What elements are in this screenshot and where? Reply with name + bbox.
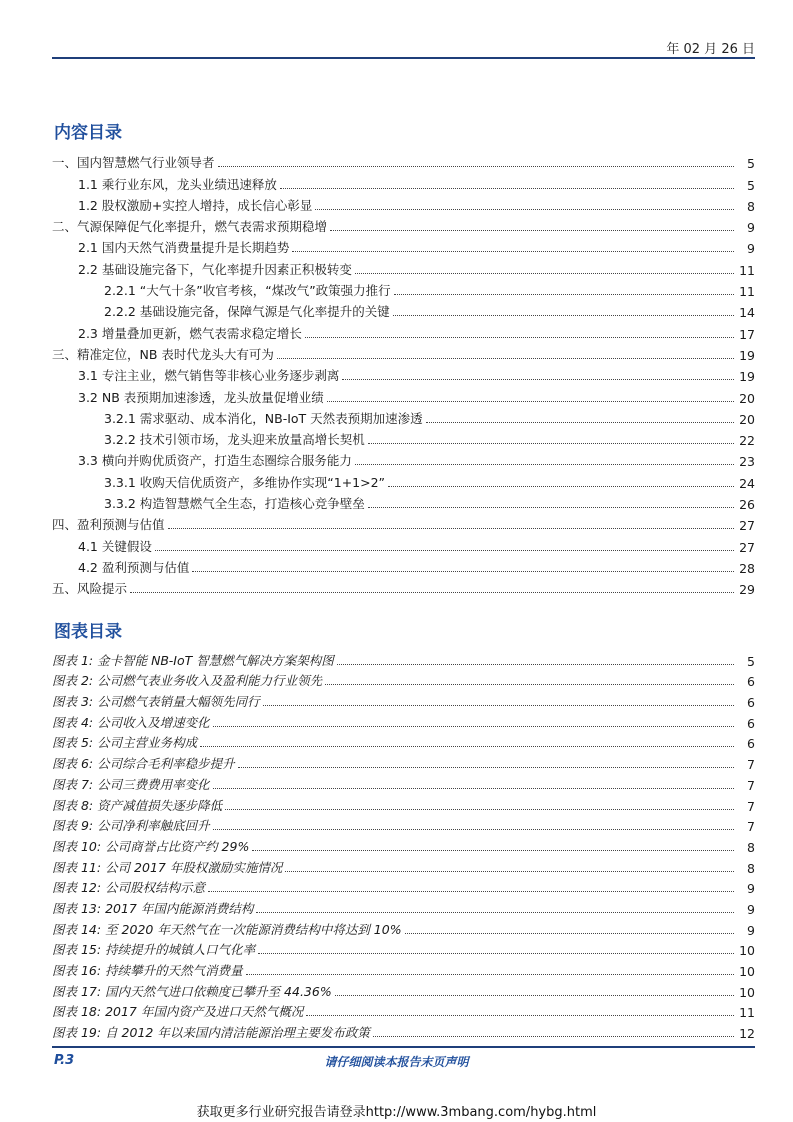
dot-leader bbox=[394, 294, 734, 295]
toc-entry-page: 27 bbox=[739, 539, 755, 555]
figure-entry-label: 图表 6: 公司综合毛利率稳步提升 bbox=[52, 756, 235, 772]
figure-entry-page: 9 bbox=[747, 881, 755, 897]
toc-entry-label: 1.2 股权激励+实控人增持，成长信心彰显 bbox=[78, 197, 313, 213]
toc-entry-label: 2.2.1 “大气十条”收官考核，“煤改气”政策强力推行 bbox=[104, 283, 391, 299]
toc-entry[interactable] bbox=[52, 448, 755, 469]
toc-entry-label: 4.1 关键假设 bbox=[78, 538, 152, 554]
toc-entry-page: 5 bbox=[747, 156, 755, 172]
figure-entry-page: 7 bbox=[747, 757, 755, 773]
figure-entry[interactable] bbox=[52, 855, 755, 876]
dot-leader bbox=[327, 401, 734, 402]
figure-entry-page: 5 bbox=[747, 653, 755, 669]
dot-leader bbox=[246, 974, 734, 975]
dot-leader bbox=[192, 571, 734, 572]
toc-entry-label: 3.2.1 需求驱动、成本消化，NB-IoT 天然表预期加速渗透 bbox=[104, 410, 423, 426]
figure-entry-label: 图表 17: 国内天然气进口依赖度已攀升至 44.36% bbox=[52, 983, 332, 999]
toc-entry[interactable] bbox=[52, 256, 755, 277]
dot-leader bbox=[200, 746, 734, 747]
figure-entry-page: 10 bbox=[739, 984, 755, 1000]
dot-leader bbox=[280, 188, 734, 189]
dot-leader bbox=[393, 315, 734, 316]
dot-leader bbox=[335, 995, 734, 996]
toc-entry-page: 5 bbox=[747, 177, 755, 193]
figure-entry-label: 图表 2: 公司燃气表业务收入及盈利能力行业领先 bbox=[52, 673, 323, 689]
toc-entry-label: 3.2.2 技术引领市场，龙头迎来放量高增长契机 bbox=[104, 432, 365, 448]
figure-entry-label: 图表 1: 金卡智能 NB-IoT 智慧燃气解决方案架构图 bbox=[52, 652, 334, 668]
toc-entry-label: 4.2 盈利预测与估值 bbox=[78, 559, 190, 575]
figure-entry-label: 图表 12: 公司股权结构示意 bbox=[52, 880, 206, 896]
figure-entry-page: 6 bbox=[747, 715, 755, 731]
header-date: 年 02 月 26 日 bbox=[666, 42, 755, 57]
toc-entry[interactable] bbox=[52, 278, 755, 299]
toc-entry-page: 28 bbox=[739, 560, 755, 576]
dot-leader bbox=[258, 953, 734, 954]
dot-leader bbox=[213, 726, 734, 727]
toc-entry-page: 17 bbox=[739, 326, 755, 342]
dot-leader bbox=[405, 933, 734, 934]
toc-entry-label: 2.2.2 基础设施完备，保障气源是气化率提升的关键 bbox=[104, 304, 390, 320]
dot-leader bbox=[325, 684, 734, 685]
toc-entry[interactable] bbox=[52, 406, 755, 427]
figure-entry[interactable] bbox=[52, 896, 755, 917]
toc-entry-page: 23 bbox=[739, 454, 755, 470]
figure-entry[interactable] bbox=[52, 958, 755, 979]
dot-leader bbox=[330, 230, 734, 231]
figure-entry-label: 图表 14: 至 2020 年天然气在一次能源消费结构中将达到 10% bbox=[52, 921, 402, 937]
footer-rule bbox=[52, 1046, 755, 1048]
dot-leader bbox=[263, 705, 734, 706]
toc-entry-page: 19 bbox=[739, 347, 755, 363]
toc-entry-page: 19 bbox=[739, 369, 755, 385]
figure-entry-label: 图表 5: 公司主营业务构成 bbox=[52, 735, 198, 751]
dot-leader bbox=[292, 251, 734, 252]
toc-entry[interactable] bbox=[52, 555, 755, 576]
toc-entry-label: 3.3.2 构造智慧燃气全生态，打造核心竞争壁垒 bbox=[104, 496, 365, 512]
toc-entry[interactable] bbox=[52, 576, 755, 597]
toc-entry-label: 三、精准定位，NB 表时代龙头大有可为 bbox=[52, 346, 274, 362]
figure-entry-page: 8 bbox=[747, 839, 755, 855]
toc-entry-label: 2.3 增量叠加更新，燃气表需求稳定增长 bbox=[78, 325, 302, 341]
toc-entry-page: 9 bbox=[747, 220, 755, 236]
toc-entry-label: 3.3.1 收购天信优质资产，多维协作实现“1+1>2” bbox=[104, 474, 386, 490]
figure-entry[interactable] bbox=[52, 938, 755, 959]
figure-entry-page: 9 bbox=[747, 901, 755, 917]
dot-leader bbox=[213, 829, 734, 830]
toc-entry-label: 1.1 乘行业东风，龙头业绩迅速释放 bbox=[78, 176, 277, 192]
figure-entry[interactable] bbox=[52, 772, 755, 793]
toc-entry-page: 14 bbox=[739, 305, 755, 321]
figure-entry-label: 图表 8: 资产减值损失逐步降低 bbox=[52, 797, 223, 813]
footer-page-number: P.3 bbox=[54, 1053, 75, 1068]
figure-entry[interactable] bbox=[52, 1000, 755, 1021]
figure-entry[interactable] bbox=[52, 979, 755, 1000]
dot-leader bbox=[306, 1015, 734, 1016]
toc-entry-page: 9 bbox=[747, 241, 755, 257]
figure-entry-page: 6 bbox=[747, 674, 755, 690]
figure-entry-label: 图表 9: 公司净利率触底回升 bbox=[52, 818, 210, 834]
toc-entry[interactable] bbox=[52, 342, 755, 363]
figure-entry[interactable] bbox=[52, 751, 755, 772]
dot-leader bbox=[168, 528, 734, 529]
dot-leader bbox=[337, 664, 734, 665]
toc-entry-label: 二、气源保障促气化率提升，燃气表需求预期稳增 bbox=[52, 219, 328, 235]
toc-entry[interactable] bbox=[52, 427, 755, 448]
figure-entry[interactable] bbox=[52, 1020, 755, 1041]
figure-entry[interactable] bbox=[52, 689, 755, 710]
dot-leader bbox=[155, 550, 734, 551]
figure-entry-page: 6 bbox=[747, 736, 755, 752]
toc-entry[interactable] bbox=[52, 320, 755, 341]
toc-entry[interactable] bbox=[52, 533, 755, 554]
figure-entry-page: 12 bbox=[739, 1026, 755, 1042]
dot-leader bbox=[208, 891, 734, 892]
toc-entry-label: 2.1 国内天然气消费量提升是长期趋势 bbox=[78, 240, 290, 256]
figure-entry[interactable] bbox=[52, 834, 755, 855]
toc-entry-label: 五、风险提示 bbox=[52, 581, 128, 597]
figure-entry-label: 图表 3: 公司燃气表销量大幅领先同行 bbox=[52, 694, 260, 710]
figure-entry[interactable] bbox=[52, 731, 755, 752]
dot-leader bbox=[225, 809, 734, 810]
dot-leader bbox=[218, 166, 734, 167]
toc-entry-label: 2.2 基础设施完备下，气化率提升因素正积极转变 bbox=[78, 261, 352, 277]
figure-entry-label: 图表 11: 公司 2017 年股权激励实施情况 bbox=[52, 859, 283, 875]
toc-entry-label: 3.3 横向并购优质资产，打造生态圈综合服务能力 bbox=[78, 453, 352, 469]
footer-watermark: 获取更多行业研究报告请登录http://www.3mbang.com/hybg.html bbox=[196, 1105, 597, 1120]
toc-entry-page: 29 bbox=[739, 582, 755, 598]
toc-entry[interactable] bbox=[52, 171, 755, 192]
figures-title: 图表目录 bbox=[54, 622, 122, 642]
dot-leader bbox=[130, 592, 734, 593]
figure-entry[interactable] bbox=[52, 710, 755, 731]
dot-leader bbox=[426, 422, 734, 423]
table-of-contents bbox=[52, 150, 755, 597]
dot-leader bbox=[368, 443, 734, 444]
dot-leader bbox=[342, 379, 734, 380]
dot-leader bbox=[315, 209, 734, 210]
toc-entry-page: 22 bbox=[739, 433, 755, 449]
toc-entry-page: 26 bbox=[739, 497, 755, 513]
toc-entry-page: 8 bbox=[747, 198, 755, 214]
toc-title: 内容目录 bbox=[54, 123, 122, 143]
figure-entry[interactable] bbox=[52, 917, 755, 938]
toc-entry[interactable] bbox=[52, 150, 755, 171]
footer-disclaimer: 请仔细阅读本报告末页声明 bbox=[324, 1055, 469, 1069]
figure-entry-label: 图表 19: 自 2012 年以来国内清洁能源治理主要发布政策 bbox=[52, 1025, 370, 1041]
dot-leader bbox=[277, 358, 734, 359]
toc-entry[interactable] bbox=[52, 235, 755, 256]
figure-entry-page: 11 bbox=[739, 1005, 755, 1021]
toc-entry-page: 11 bbox=[739, 262, 755, 278]
figure-entry-page: 7 bbox=[747, 777, 755, 793]
dot-leader bbox=[388, 486, 734, 487]
dot-leader bbox=[373, 1036, 734, 1037]
figure-entry-label: 图表 13: 2017 年国内能源消费结构 bbox=[52, 900, 254, 916]
toc-entry[interactable] bbox=[52, 299, 755, 320]
figure-entry-label: 图表 4: 公司收入及增速变化 bbox=[52, 714, 210, 730]
figure-entry-page: 9 bbox=[747, 922, 755, 938]
figure-list bbox=[52, 648, 755, 1041]
figure-entry-page: 10 bbox=[739, 964, 755, 979]
toc-entry-label: 3.2 NB 表预期加速渗透，龙头放量促增业绩 bbox=[78, 389, 324, 405]
toc-entry[interactable] bbox=[52, 363, 755, 384]
dot-leader bbox=[355, 273, 734, 274]
dot-leader bbox=[256, 912, 734, 913]
toc-entry[interactable] bbox=[52, 469, 755, 490]
figure-entry[interactable] bbox=[52, 648, 755, 669]
toc-entry[interactable] bbox=[52, 491, 755, 512]
toc-entry-label: 3.1 专注主业，燃气销售等非核心业务逐步剥离 bbox=[78, 368, 340, 384]
figure-entry-label: 图表 7: 公司三费费用率变化 bbox=[52, 776, 210, 792]
figure-entry-page: 8 bbox=[747, 860, 755, 876]
figure-entry-page: 10 bbox=[739, 943, 755, 959]
figure-entry-label: 图表 15: 持续提升的城镇人口气化率 bbox=[52, 942, 256, 958]
toc-entry-page: 24 bbox=[739, 475, 755, 491]
toc-entry-page: 11 bbox=[739, 284, 755, 300]
header-rule bbox=[52, 57, 755, 59]
figure-entry-page: 6 bbox=[747, 695, 755, 711]
dot-leader bbox=[252, 850, 734, 851]
toc-entry-label: 四、盈利预测与估值 bbox=[52, 517, 165, 533]
figure-entry-label: 图表 10: 公司商誉占比资产约 29% bbox=[52, 838, 250, 854]
toc-entry-page: 20 bbox=[739, 411, 755, 427]
dot-leader bbox=[368, 507, 734, 508]
toc-entry[interactable] bbox=[52, 384, 755, 405]
dot-leader bbox=[285, 871, 734, 872]
dot-leader bbox=[305, 337, 734, 338]
toc-entry-label: 一、国内智慧燃气行业领导者 bbox=[52, 155, 215, 171]
toc-entry-page: 27 bbox=[739, 518, 755, 534]
figure-entry-label: 图表 18: 2017 年国内资产及进口天然气概况 bbox=[52, 1004, 304, 1020]
toc-entry[interactable] bbox=[52, 193, 755, 214]
toc-entry[interactable] bbox=[52, 214, 755, 235]
figure-entry-page: 7 bbox=[747, 798, 755, 814]
figure-entry-label: 图表 16: 持续攀升的天然气消费量 bbox=[52, 963, 243, 978]
dot-leader bbox=[213, 788, 734, 789]
figure-entry[interactable] bbox=[52, 793, 755, 814]
figure-entry[interactable] bbox=[52, 814, 755, 835]
figure-entry[interactable] bbox=[52, 669, 755, 690]
toc-entry[interactable] bbox=[52, 512, 755, 533]
figure-entry[interactable] bbox=[52, 876, 755, 897]
dot-leader bbox=[355, 464, 734, 465]
toc-entry-page: 20 bbox=[739, 390, 755, 406]
dot-leader bbox=[238, 767, 734, 768]
figure-entry-page: 7 bbox=[747, 819, 755, 835]
